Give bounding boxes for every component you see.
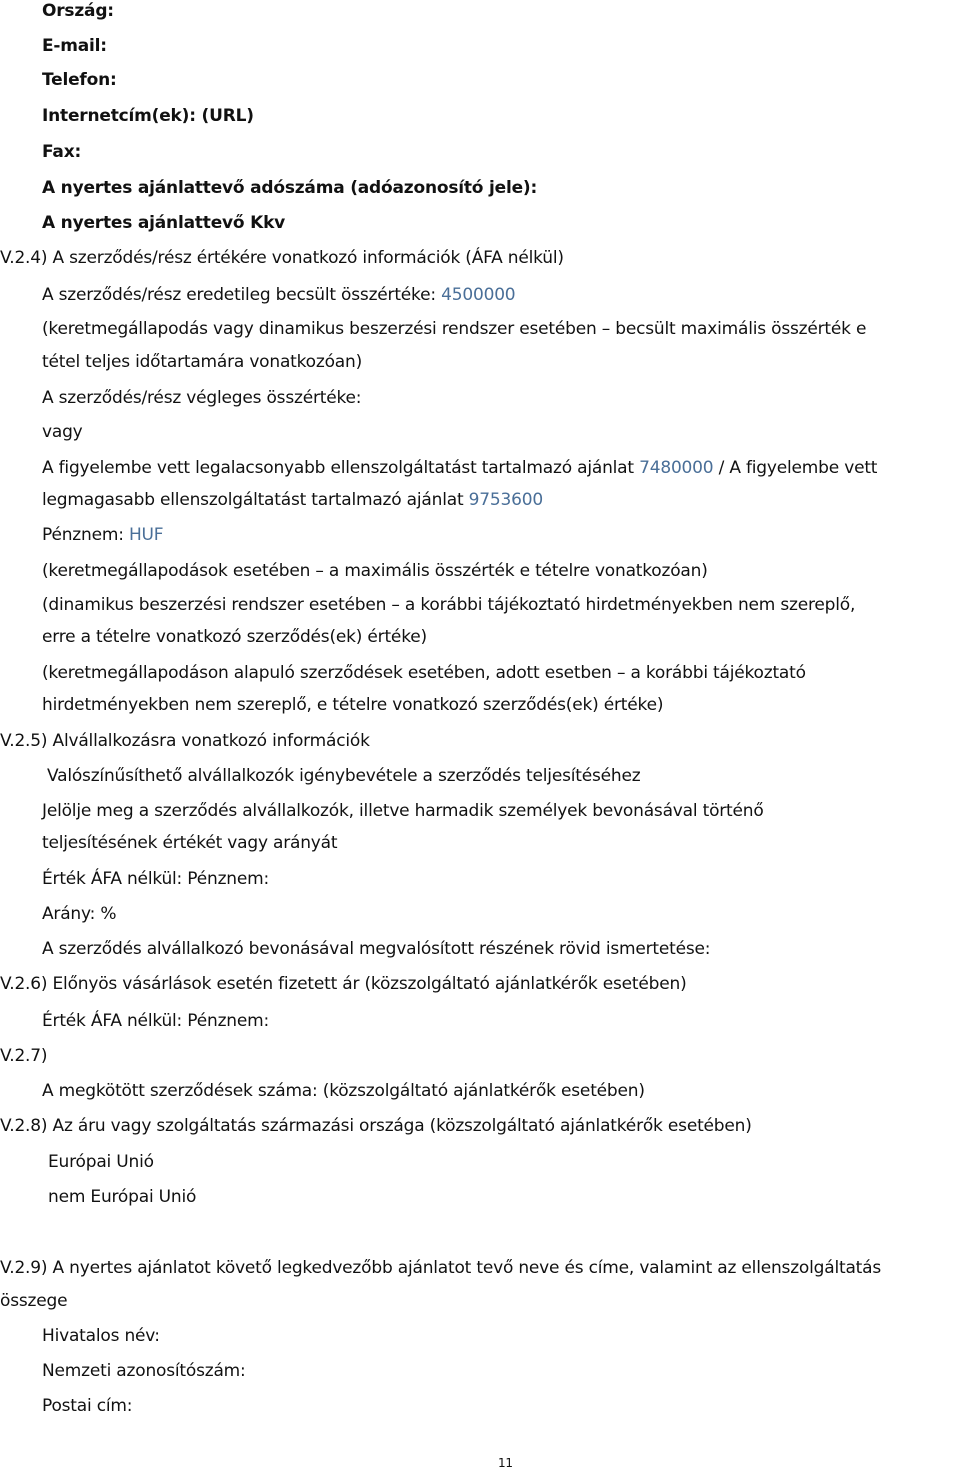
subcontracting-indicate-line-2: teljesítésének értékét vagy arányát (42, 833, 338, 853)
email-label: E-mail: (42, 36, 107, 56)
highest-offer-label: legmagasabb ellenszolgáltatást tartalmazó ajánlat (42, 490, 464, 510)
subcontracting-likely: Valószínűsíthető alvállalkozók igénybevétele a szerződés teljesítéséhez (47, 766, 641, 786)
or-label: vagy (42, 422, 83, 442)
currency-row (42, 524, 163, 546)
highest-offer-value: 9753600 (468, 490, 543, 510)
origin-non-eu-option: nem Európai Unió (48, 1187, 197, 1207)
highest-offer-row (42, 489, 543, 511)
phone-label: Telefon: (42, 70, 117, 90)
final-value-label: A szerződés/rész végleges összértéke: (42, 388, 362, 408)
contracts-count-label: A megkötött szerződések száma: (közszolgáltató ajánlatkérők esetében) (42, 1081, 645, 1101)
subcontracting-indicate-line-1: Jelölje meg a szerződés alvállalkozók, illetve harmadik személyek bevonásával történő (42, 801, 764, 821)
section-heading: V.2.6) Előnyös vásárlások esetén fizetett ár (közszolgáltató ajánlatkérők esetében) (0, 974, 687, 994)
dynamic-note-line-1: (dinamikus beszerzési rendszer esetében – a korábbi tájékoztató hirdetményekben nem szereplő, (42, 595, 856, 615)
framework-max-note: (keretmegállapodások esetében – a maximális összérték e tételre vonatkozóan) (42, 561, 708, 581)
original-estimate-row (42, 284, 515, 306)
lowest-offer-label: A figyelembe vett legalacsonyabb ellenszolgáltatást tartalmazó ajánlat (42, 458, 634, 478)
country-label: Ország: (42, 1, 114, 21)
fax-label: Fax: (42, 142, 82, 162)
section-heading: V.2.5) Alvállalkozásra vonatkozó információk (0, 731, 370, 751)
section-heading: V.2.4) A szerződés/rész értékére vonatkozó információk (ÁFA nélkül) (0, 248, 564, 268)
framework-based-note-line-2: hirdetményekben nem szereplő, e tételre vonatkozó szerződés(ek) értéke) (42, 695, 664, 715)
highest-offer-prefix: / A figyelembe vett (718, 458, 878, 478)
official-name-label: Hivatalos név: (42, 1326, 160, 1346)
section-heading: V.2.7) (0, 1046, 48, 1066)
section-heading-line-2: összege (0, 1291, 68, 1311)
subcontracting-value-label: Érték ÁFA nélkül: Pénznem: (42, 869, 270, 889)
framework-note-line-1: (keretmegállapodás vagy dinamikus beszerzési rendszer esetében – becsült maximális összérték e (42, 319, 867, 339)
tax-id-label: A nyertes ajánlattevő adószáma (adóazonosító jele): (42, 178, 538, 198)
origin-eu-option: Európai Unió (48, 1152, 154, 1172)
lowest-offer-value: 7480000 (639, 458, 714, 478)
subcontracting-description-label: A szerződés alvállalkozó bevonásával megvalósított részének rövid ismertetése: (42, 939, 711, 959)
original-estimate-value: 4500000 (441, 285, 516, 305)
subcontracting-ratio-label: Arány: % (42, 904, 117, 924)
bargain-value-label: Érték ÁFA nélkül: Pénznem: (42, 1011, 270, 1031)
original-estimate-label: A szerződés/rész eredetileg becsült összértéke: (42, 285, 436, 305)
framework-based-note-line-1: (keretmegállapodáson alapuló szerződések esetében, adott esetben – a korábbi tájékoztató (42, 663, 806, 683)
url-label: Internetcím(ek): (URL) (42, 106, 254, 126)
page-number: 11 (498, 1456, 513, 1470)
currency-value: HUF (128, 525, 164, 545)
dynamic-note-line-2: erre a tételre vonatkozó szerződés(ek) értéke) (42, 627, 427, 647)
section-heading-line-1: V.2.9) A nyertes ajánlatot követő legkedvezőbb ajánlatot tevő neve és címe, valamint az ellenszolgáltatás (0, 1258, 882, 1278)
section-heading: V.2.8) Az áru vagy szolgáltatás származási országa (közszolgáltató ajánlatkérők esetében) (0, 1116, 752, 1136)
postal-address-label: Postai cím: (42, 1396, 133, 1416)
kkv-label: A nyertes ajánlattevő Kkv (42, 213, 286, 233)
national-id-label: Nemzeti azonosítószám: (42, 1361, 246, 1381)
framework-note-line-2: tétel teljes időtartamára vonatkozóan) (42, 352, 363, 372)
currency-label: Pénznem: (42, 525, 124, 545)
lowest-offer-row (42, 457, 877, 479)
